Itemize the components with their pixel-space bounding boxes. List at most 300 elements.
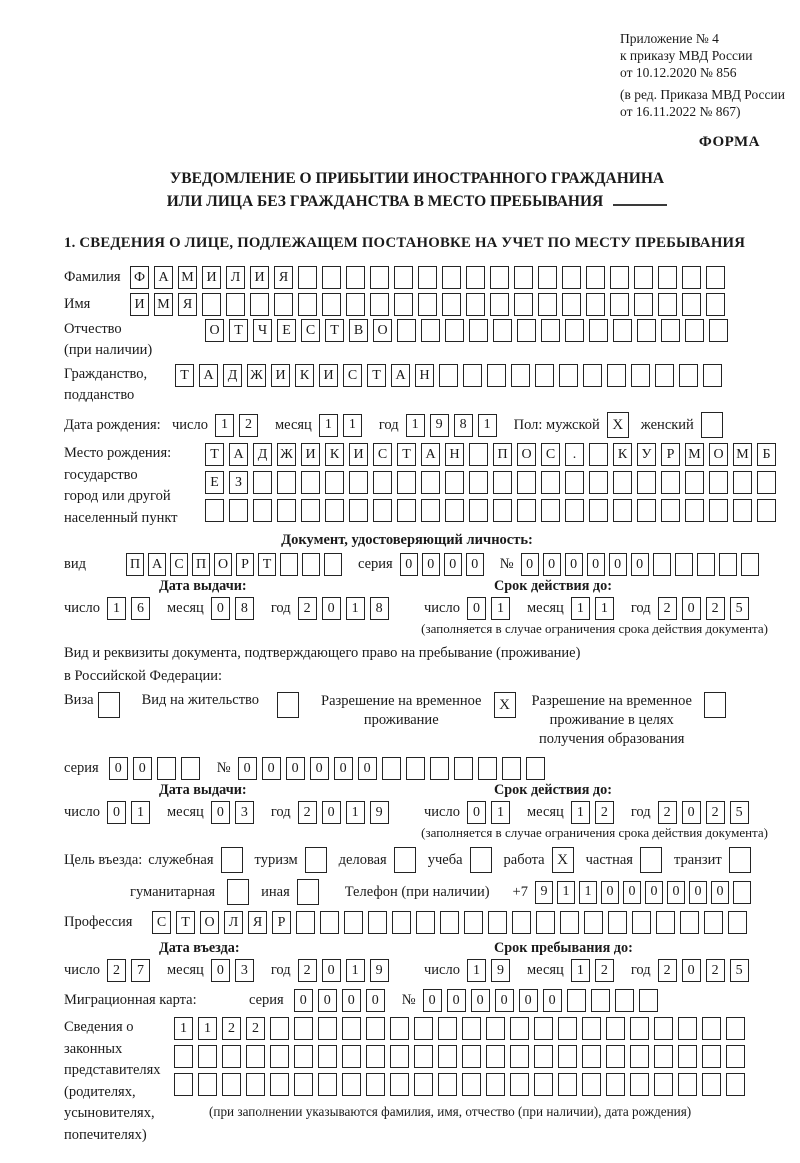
purpose-official-checkbox[interactable]: [221, 847, 243, 873]
char-cell[interactable]: [589, 319, 608, 342]
char-cell[interactable]: [685, 319, 704, 342]
char-cell[interactable]: К: [325, 443, 344, 466]
char-cell[interactable]: [541, 319, 560, 342]
stay-day-cells[interactable]: [467, 959, 515, 982]
char-cell[interactable]: [349, 471, 368, 494]
char-cell[interactable]: [342, 1073, 361, 1096]
char-cell[interactable]: М: [733, 443, 752, 466]
char-cell[interactable]: 1: [346, 959, 365, 982]
char-cell[interactable]: А: [148, 553, 166, 576]
char-cell[interactable]: [445, 471, 464, 494]
char-cell[interactable]: Н: [445, 443, 464, 466]
char-cell[interactable]: [703, 364, 722, 387]
char-cell[interactable]: [719, 553, 737, 576]
char-cell[interactable]: [445, 319, 464, 342]
char-cell[interactable]: [421, 319, 440, 342]
char-cell[interactable]: 5: [730, 801, 749, 824]
res-valid-year-cells[interactable]: [658, 801, 754, 824]
char-cell[interactable]: 0: [519, 989, 538, 1012]
char-cell[interactable]: [680, 911, 699, 934]
char-cell[interactable]: 1: [319, 414, 338, 437]
char-cell[interactable]: [610, 293, 629, 316]
char-cell[interactable]: [661, 499, 680, 522]
char-cell[interactable]: [704, 692, 726, 718]
purpose-transit-checkbox[interactable]: [729, 847, 751, 873]
char-cell[interactable]: [442, 266, 461, 289]
char-cell[interactable]: К: [613, 443, 632, 466]
char-cell[interactable]: [678, 1017, 697, 1040]
char-cell[interactable]: Д: [223, 364, 242, 387]
doc-type-cells[interactable]: [126, 553, 346, 576]
char-cell[interactable]: Е: [277, 319, 296, 342]
char-cell[interactable]: [630, 1017, 649, 1040]
char-cell[interactable]: 0: [107, 801, 126, 824]
entry-day-cells[interactable]: [107, 959, 155, 982]
char-cell[interactable]: 2: [595, 801, 614, 824]
char-cell[interactable]: [98, 692, 120, 718]
char-cell[interactable]: Д: [253, 443, 272, 466]
char-cell[interactable]: 9: [370, 801, 389, 824]
char-cell[interactable]: Т: [325, 319, 344, 342]
char-cell[interactable]: [421, 471, 440, 494]
char-cell[interactable]: [277, 471, 296, 494]
char-cell[interactable]: [488, 911, 507, 934]
char-cell[interactable]: [679, 364, 698, 387]
char-cell[interactable]: С: [152, 911, 171, 934]
char-cell[interactable]: 0: [587, 553, 605, 576]
char-cell[interactable]: [421, 499, 440, 522]
char-cell[interactable]: [559, 364, 578, 387]
char-cell[interactable]: [606, 1045, 625, 1068]
char-cell[interactable]: Е: [205, 471, 224, 494]
char-cell[interactable]: М: [685, 443, 704, 466]
char-cell[interactable]: [366, 1073, 385, 1096]
char-cell[interactable]: А: [421, 443, 440, 466]
char-cell[interactable]: О: [517, 443, 536, 466]
char-cell[interactable]: [469, 443, 488, 466]
char-cell[interactable]: [582, 1045, 601, 1068]
char-cell[interactable]: [222, 1045, 241, 1068]
char-cell[interactable]: [685, 471, 704, 494]
char-cell[interactable]: Ж: [277, 443, 296, 466]
char-cell[interactable]: [534, 1017, 553, 1040]
char-cell[interactable]: А: [199, 364, 218, 387]
birth-place-row2[interactable]: [205, 471, 781, 494]
char-cell[interactable]: [227, 879, 249, 905]
char-cell[interactable]: 0: [211, 597, 230, 620]
char-cell[interactable]: [613, 319, 632, 342]
char-cell[interactable]: [709, 499, 728, 522]
char-cell[interactable]: П: [126, 553, 144, 576]
entry-year-cells[interactable]: [298, 959, 394, 982]
char-cell[interactable]: [702, 1045, 721, 1068]
char-cell[interactable]: 2: [706, 597, 725, 620]
char-cell[interactable]: [486, 1017, 505, 1040]
char-cell[interactable]: 8: [454, 414, 473, 437]
char-cell[interactable]: [406, 757, 425, 780]
char-cell[interactable]: У: [637, 443, 656, 466]
char-cell[interactable]: [538, 293, 557, 316]
char-cell[interactable]: [397, 471, 416, 494]
char-cell[interactable]: М: [154, 293, 173, 316]
char-cell[interactable]: [565, 499, 584, 522]
char-cell[interactable]: [322, 293, 341, 316]
char-cell[interactable]: 1: [174, 1017, 193, 1040]
char-cell[interactable]: [536, 911, 555, 934]
char-cell[interactable]: [454, 757, 473, 780]
char-cell[interactable]: [535, 364, 554, 387]
char-cell[interactable]: 0: [682, 959, 701, 982]
char-cell[interactable]: 2: [706, 801, 725, 824]
char-cell[interactable]: [490, 293, 509, 316]
char-cell[interactable]: [630, 1073, 649, 1096]
char-cell[interactable]: [653, 553, 671, 576]
char-cell[interactable]: [320, 911, 339, 934]
char-cell[interactable]: [174, 1045, 193, 1068]
char-cell[interactable]: [589, 471, 608, 494]
char-cell[interactable]: 2: [595, 959, 614, 982]
char-cell[interactable]: [502, 757, 521, 780]
char-cell[interactable]: [658, 293, 677, 316]
char-cell[interactable]: [277, 499, 296, 522]
char-cell[interactable]: 0: [322, 959, 341, 982]
char-cell[interactable]: 0: [133, 757, 152, 780]
char-cell[interactable]: [709, 471, 728, 494]
char-cell[interactable]: 1: [346, 597, 365, 620]
char-cell[interactable]: А: [154, 266, 173, 289]
purpose-tourism-checkbox[interactable]: [305, 847, 327, 873]
char-cell[interactable]: [270, 1017, 289, 1040]
char-cell[interactable]: 0: [447, 989, 466, 1012]
char-cell[interactable]: 3: [235, 959, 254, 982]
char-cell[interactable]: [416, 911, 435, 934]
char-cell[interactable]: 0: [262, 757, 281, 780]
doc-number-cells[interactable]: [521, 553, 763, 576]
char-cell[interactable]: С: [541, 443, 560, 466]
char-cell[interactable]: 2: [298, 597, 317, 620]
char-cell[interactable]: [270, 1073, 289, 1096]
char-cell[interactable]: 2: [107, 959, 126, 982]
char-cell[interactable]: [558, 1045, 577, 1068]
char-cell[interactable]: [157, 757, 176, 780]
profession-cells[interactable]: [152, 911, 752, 934]
char-cell[interactable]: И: [250, 266, 269, 289]
char-cell[interactable]: [344, 911, 363, 934]
char-cell[interactable]: [181, 757, 200, 780]
char-cell[interactable]: 2: [658, 801, 677, 824]
char-cell[interactable]: [222, 1073, 241, 1096]
char-cell[interactable]: [701, 412, 723, 438]
char-cell[interactable]: И: [202, 266, 221, 289]
char-cell[interactable]: 0: [211, 959, 230, 982]
char-cell[interactable]: 1: [215, 414, 234, 437]
char-cell[interactable]: З: [229, 471, 248, 494]
char-cell[interactable]: [438, 1073, 457, 1096]
char-cell[interactable]: [294, 1045, 313, 1068]
purpose-business-checkbox[interactable]: [394, 847, 416, 873]
char-cell[interactable]: О: [205, 319, 224, 342]
patronymic-cells[interactable]: [205, 319, 733, 342]
char-cell[interactable]: [584, 911, 603, 934]
char-cell[interactable]: 1: [571, 959, 590, 982]
char-cell[interactable]: [583, 364, 602, 387]
char-cell[interactable]: 6: [131, 597, 150, 620]
char-cell[interactable]: 0: [467, 801, 486, 824]
char-cell[interactable]: [558, 1073, 577, 1096]
char-cell[interactable]: [632, 911, 651, 934]
issue-year-cells[interactable]: [298, 597, 394, 620]
char-cell[interactable]: Ф: [130, 266, 149, 289]
char-cell[interactable]: 0: [342, 989, 361, 1012]
char-cell[interactable]: 1: [346, 801, 365, 824]
char-cell[interactable]: [682, 293, 701, 316]
char-cell[interactable]: [370, 266, 389, 289]
valid-year-cells[interactable]: [658, 597, 754, 620]
char-cell[interactable]: О: [200, 911, 219, 934]
char-cell[interactable]: 0: [294, 989, 313, 1012]
char-cell[interactable]: [733, 471, 752, 494]
char-cell[interactable]: [733, 499, 752, 522]
char-cell[interactable]: 0: [467, 597, 486, 620]
char-cell[interactable]: [294, 1017, 313, 1040]
char-cell[interactable]: [562, 266, 581, 289]
char-cell[interactable]: К: [295, 364, 314, 387]
char-cell[interactable]: 0: [310, 757, 329, 780]
char-cell[interactable]: 1: [579, 881, 597, 904]
purpose-other-checkbox[interactable]: [297, 879, 319, 905]
char-cell[interactable]: 3: [235, 801, 254, 824]
char-cell[interactable]: 0: [444, 553, 462, 576]
char-cell[interactable]: 0: [286, 757, 305, 780]
char-cell[interactable]: [639, 989, 658, 1012]
char-cell[interactable]: [702, 1017, 721, 1040]
char-cell[interactable]: [305, 847, 327, 873]
char-cell[interactable]: 0: [109, 757, 128, 780]
char-cell[interactable]: 1: [491, 801, 510, 824]
char-cell[interactable]: [277, 692, 299, 718]
citizenship-cells[interactable]: [175, 364, 727, 387]
char-cell[interactable]: 0: [631, 553, 649, 576]
char-cell[interactable]: И: [271, 364, 290, 387]
char-cell[interactable]: [246, 1045, 265, 1068]
char-cell[interactable]: [250, 293, 269, 316]
char-cell[interactable]: [610, 266, 629, 289]
char-cell[interactable]: [394, 847, 416, 873]
purpose-private-checkbox[interactable]: [640, 847, 662, 873]
char-cell[interactable]: [368, 911, 387, 934]
char-cell[interactable]: [430, 757, 449, 780]
char-cell[interactable]: [637, 499, 656, 522]
char-cell[interactable]: [630, 1045, 649, 1068]
stay-month-cells[interactable]: [571, 959, 619, 982]
purpose-study-checkbox[interactable]: [470, 847, 492, 873]
char-cell[interactable]: [615, 989, 634, 1012]
char-cell[interactable]: 0: [667, 881, 685, 904]
char-cell[interactable]: [702, 1073, 721, 1096]
char-cell[interactable]: [325, 471, 344, 494]
char-cell[interactable]: В: [349, 319, 368, 342]
char-cell[interactable]: [318, 1017, 337, 1040]
char-cell[interactable]: [678, 1073, 697, 1096]
char-cell[interactable]: [438, 1017, 457, 1040]
char-cell[interactable]: [346, 293, 365, 316]
char-cell[interactable]: [221, 847, 243, 873]
char-cell[interactable]: [366, 1017, 385, 1040]
char-cell[interactable]: [697, 553, 715, 576]
char-cell[interactable]: [463, 364, 482, 387]
char-cell[interactable]: .: [565, 443, 584, 466]
sex-male-checkbox[interactable]: [607, 412, 629, 438]
char-cell[interactable]: [296, 911, 315, 934]
char-cell[interactable]: 1: [478, 414, 497, 437]
representatives-row3[interactable]: [174, 1073, 750, 1096]
char-cell[interactable]: [397, 499, 416, 522]
char-cell[interactable]: [462, 1073, 481, 1096]
char-cell[interactable]: [373, 471, 392, 494]
char-cell[interactable]: [418, 293, 437, 316]
char-cell[interactable]: [205, 499, 224, 522]
char-cell[interactable]: 0: [400, 553, 418, 576]
birth-year-cells[interactable]: [406, 414, 502, 437]
char-cell[interactable]: [394, 266, 413, 289]
char-cell[interactable]: 9: [370, 959, 389, 982]
char-cell[interactable]: Б: [757, 443, 776, 466]
char-cell[interactable]: [394, 293, 413, 316]
char-cell[interactable]: [469, 499, 488, 522]
char-cell[interactable]: [342, 1045, 361, 1068]
char-cell[interactable]: Р: [661, 443, 680, 466]
char-cell[interactable]: Т: [397, 443, 416, 466]
char-cell[interactable]: [442, 293, 461, 316]
char-cell[interactable]: С: [301, 319, 320, 342]
char-cell[interactable]: [589, 499, 608, 522]
char-cell[interactable]: И: [301, 443, 320, 466]
char-cell[interactable]: 0: [471, 989, 490, 1012]
char-cell[interactable]: [486, 1045, 505, 1068]
char-cell[interactable]: П: [192, 553, 210, 576]
char-cell[interactable]: [439, 364, 458, 387]
char-cell[interactable]: 1: [595, 597, 614, 620]
char-cell[interactable]: 0: [322, 597, 341, 620]
char-cell[interactable]: 2: [239, 414, 258, 437]
char-cell[interactable]: [706, 266, 725, 289]
char-cell[interactable]: [294, 1073, 313, 1096]
birth-place-row1[interactable]: [205, 443, 781, 466]
char-cell[interactable]: 0: [609, 553, 627, 576]
char-cell[interactable]: [445, 499, 464, 522]
firstname-cells[interactable]: [130, 293, 730, 316]
char-cell[interactable]: [709, 319, 728, 342]
char-cell[interactable]: [726, 1073, 745, 1096]
char-cell[interactable]: [685, 499, 704, 522]
char-cell[interactable]: [726, 1045, 745, 1068]
residence-number-cells[interactable]: [238, 757, 550, 780]
char-cell[interactable]: 0: [543, 989, 562, 1012]
char-cell[interactable]: Я: [248, 911, 267, 934]
char-cell[interactable]: 2: [298, 801, 317, 824]
char-cell[interactable]: [704, 911, 723, 934]
char-cell[interactable]: [392, 911, 411, 934]
char-cell[interactable]: [493, 319, 512, 342]
char-cell[interactable]: Н: [415, 364, 434, 387]
char-cell[interactable]: 9: [491, 959, 510, 982]
char-cell[interactable]: С: [343, 364, 362, 387]
char-cell[interactable]: [486, 1073, 505, 1096]
char-cell[interactable]: [418, 266, 437, 289]
char-cell[interactable]: [390, 1073, 409, 1096]
char-cell[interactable]: [511, 364, 530, 387]
char-cell[interactable]: С: [170, 553, 188, 576]
char-cell[interactable]: [462, 1045, 481, 1068]
char-cell[interactable]: [253, 499, 272, 522]
char-cell[interactable]: Т: [229, 319, 248, 342]
char-cell[interactable]: [741, 553, 759, 576]
char-cell[interactable]: Р: [272, 911, 291, 934]
char-cell[interactable]: [534, 1073, 553, 1096]
surname-cells[interactable]: [130, 266, 730, 289]
char-cell[interactable]: [510, 1017, 529, 1040]
char-cell[interactable]: 0: [238, 757, 257, 780]
char-cell[interactable]: [706, 293, 725, 316]
char-cell[interactable]: [373, 499, 392, 522]
char-cell[interactable]: [654, 1045, 673, 1068]
char-cell[interactable]: [586, 293, 605, 316]
char-cell[interactable]: [541, 499, 560, 522]
char-cell[interactable]: [757, 499, 776, 522]
char-cell[interactable]: 0: [711, 881, 729, 904]
char-cell[interactable]: И: [130, 293, 149, 316]
char-cell[interactable]: [462, 1017, 481, 1040]
char-cell[interactable]: 0: [495, 989, 514, 1012]
char-cell[interactable]: [538, 266, 557, 289]
char-cell[interactable]: [541, 471, 560, 494]
char-cell[interactable]: [637, 471, 656, 494]
char-cell[interactable]: 0: [211, 801, 230, 824]
char-cell[interactable]: Я: [274, 266, 293, 289]
char-cell[interactable]: [478, 757, 497, 780]
char-cell[interactable]: 1: [491, 597, 510, 620]
char-cell[interactable]: 0: [318, 989, 337, 1012]
char-cell[interactable]: [390, 1017, 409, 1040]
char-cell[interactable]: 0: [682, 801, 701, 824]
char-cell[interactable]: [202, 293, 221, 316]
char-cell[interactable]: [582, 1073, 601, 1096]
char-cell[interactable]: [198, 1045, 217, 1068]
char-cell[interactable]: 0: [645, 881, 663, 904]
res-issue-month-cells[interactable]: [211, 801, 259, 824]
char-cell[interactable]: [608, 911, 627, 934]
char-cell[interactable]: X: [552, 847, 574, 873]
res-valid-month-cells[interactable]: [571, 801, 619, 824]
char-cell[interactable]: 0: [358, 757, 377, 780]
migration-seriya-cells[interactable]: [294, 989, 390, 1012]
edu-permit-checkbox[interactable]: [704, 692, 726, 718]
char-cell[interactable]: [487, 364, 506, 387]
char-cell[interactable]: [582, 1017, 601, 1040]
char-cell[interactable]: [534, 1045, 553, 1068]
char-cell[interactable]: [324, 553, 342, 576]
char-cell[interactable]: 0: [682, 597, 701, 620]
char-cell[interactable]: 2: [222, 1017, 241, 1040]
char-cell[interactable]: [229, 499, 248, 522]
char-cell[interactable]: [510, 1073, 529, 1096]
char-cell[interactable]: 8: [235, 597, 254, 620]
char-cell[interactable]: [397, 319, 416, 342]
char-cell[interactable]: [280, 553, 298, 576]
res-valid-day-cells[interactable]: [467, 801, 515, 824]
char-cell[interactable]: [366, 1045, 385, 1068]
char-cell[interactable]: [464, 911, 483, 934]
